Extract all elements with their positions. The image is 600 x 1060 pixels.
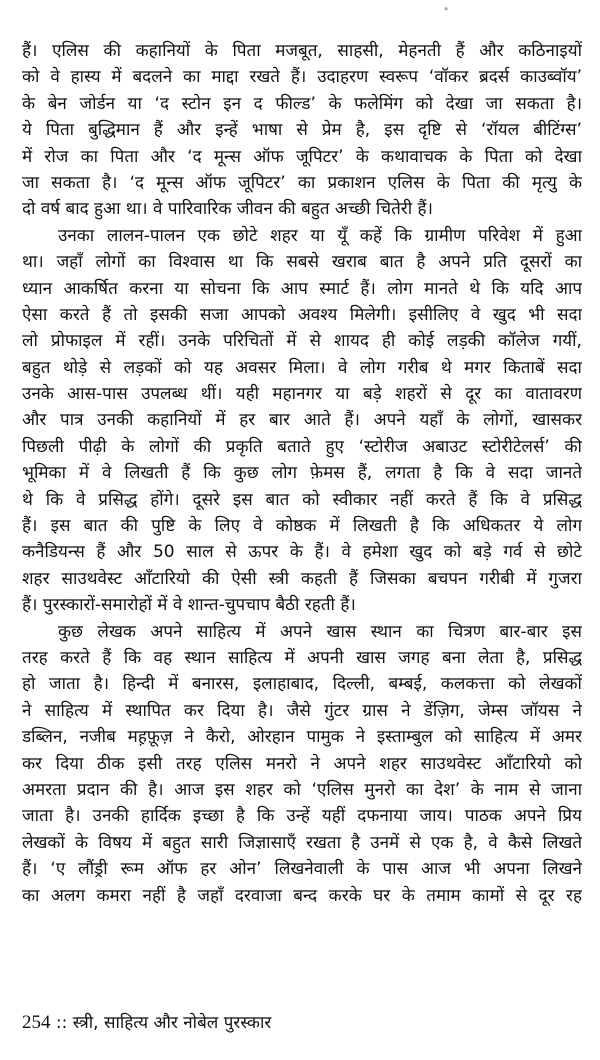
text-line: हैं। पुरस्कारों-समारोहों में वे शान्त-चुपचाप बैठी रहती हैं। bbox=[22, 595, 356, 616]
running-title: स्त्री, साहित्य और नोबेल पुरस्कार bbox=[72, 1013, 272, 1033]
text-line: कर दिया ठीक इसी तरह एलिस मनरो ने अपने शहर साउथवेस्ट ऑंटारियो को bbox=[22, 753, 582, 774]
page-number: 254 bbox=[22, 1012, 51, 1033]
text-line: के बेन जोर्डन या ‘द स्टोन इन द फील्ड’ के फलेमिंग को देखा जा सकता है। bbox=[22, 93, 582, 114]
text-line: को वे हास्य में बदलने का माद्दा रखते हैं। उदाहरण स्वरूप ‘वॉकर ब्रदर्स काउब्वॉय’ bbox=[22, 67, 582, 88]
text-line: भूमिका में वे लिखती हैं कि कुछ लोग फ़ेमस हैं, लगता है कि वे सदा जानते bbox=[22, 463, 582, 484]
text-line: पिछली पीढ़ी के लोगों की प्रकृति बताते हुए ‘स्टोरीज अबाउट स्टोरीटेलर्स’ की bbox=[22, 436, 582, 457]
text-line: तरह करते हैं कि वह स्थान साहित्य में अपनी खास जगह बना लेता है, प्रसिद्ध bbox=[22, 647, 582, 668]
text-line: बहुत थोड़े से लड़कों को यह अवसर मिला। वे लोग गरीब थे मगर किताबें सदा bbox=[22, 357, 582, 378]
text-line: हो जाता है। हिन्दी में बनारस, इलाहाबाद, दिल्ली, बम्बई, कलकत्ता को लेखकों bbox=[22, 674, 582, 695]
text-line: ऐसा करते हैं तो इसकी सजा आपको अवश्य मिलेगी। इसीलिए वे खुद भी सदा bbox=[22, 304, 582, 325]
text-line: लो प्रोफाइल में रहीं। उनके परिचितों में से शायद ही कोई लड़की कॉलेज गयीं, bbox=[22, 331, 582, 352]
page-footer bbox=[22, 1012, 271, 1034]
text-line: कनैडियन्स हैं और 50 साल से ऊपर के हैं। वे हमेशा खुद को बड़े गर्व से छोटे bbox=[22, 542, 582, 563]
footer-separator: :: bbox=[50, 1013, 73, 1033]
text-line: ये पिता बुद्धिमान हैं और इन्हें भाषा से प्रेम है, इस दृष्टि से ‘रॉयल बीटिंग्स’ bbox=[22, 120, 582, 141]
text-line: में रोज का पिता और ‘द मून्स ऑफ जूपिटर’ के कथावाचक के पिता को देखा bbox=[22, 146, 582, 167]
text-line: उनका लालन-पालन एक छोटे शहर या यूँ कहें कि ग्रामीण परिवेश में हुआ bbox=[58, 225, 582, 246]
text-line: था। जहाँ लोगों का विश्वास था कि सबसे खराब बात है अपने प्रति दूसरों का bbox=[22, 252, 582, 273]
text-line: लेखकों के विषय में बहुत सारी जिज्ञासाएँ रखता है उनमें से एक है, वे कैसे लिखते bbox=[22, 832, 582, 853]
body-text bbox=[22, 38, 582, 909]
text-line: अमरता प्रदान की है। आज इस शहर को ‘एलिस मुनरो का देश’ के नाम से जाना bbox=[22, 779, 582, 800]
text-line: ध्यान आकर्षित करना या सोचना कि आप स्मार्ट हैं। लोग मानते थे कि यदि आप bbox=[22, 278, 582, 299]
text-line: जा सकता है। ‘द मून्स ऑफ जूपिटर’ का प्रकाशन एलिस के पिता की मृत्यु के bbox=[22, 172, 582, 193]
text-line: जाता है। उनकी हार्दिक इच्छा है कि उन्हें यहीं दफनाया जाय। पाठक अपने प्रिय bbox=[22, 806, 582, 827]
text-line: हैं। एलिस की कहानियों के पिता मजबूत, साहसी, मेहनती हैं और कठिनाइयों bbox=[22, 41, 582, 61]
text-line: उनके आस-पास उपलब्ध थीं। यही महानगर या बड़े शहरों से दूर का वातावरण bbox=[22, 384, 582, 405]
text-line: दो वर्ष बाद हुआ था। वे पारिवारिक जीवन की बहुत अच्छी चितेरी हैं। bbox=[22, 199, 433, 220]
text-line: का अलग कमरा नहीं है जहाँ दरवाजा बन्द करके घर के तमाम कामों से दूर रह bbox=[22, 885, 582, 906]
text-line: थे कि वे प्रसिद्ध होंगे। दूसरे इस बात को स्वीकार नहीं करते हैं कि वे प्रसिद्ध bbox=[22, 489, 582, 510]
text-line: हैं। इस बात की पुष्टि के लिए वे कोष्ठक में लिखती है कि अधिकतर ये लोग bbox=[22, 516, 582, 537]
text-line: कुछ लेखक अपने साहित्य में अपने खास स्थान का चित्रण बार-बार इस bbox=[58, 621, 582, 642]
top-edge-mark: ॰ bbox=[444, 5, 449, 16]
text-line: और पात्र उनकी कहानियों में हर बार आते हैं। अपने यहाँ के लोगों, खासकर bbox=[22, 410, 582, 431]
text-line: हैं। ‘ए लौंड्री रूम ऑफ हर ओन’ लिखनेवाली के पास आज भी अपना लिखने bbox=[22, 859, 582, 880]
text-line: ने साहित्य में स्थापित कर दिया है। जैसे गुंटर ग्रास ने डेंज़िग, जेम्स जॉयस ने bbox=[22, 700, 582, 721]
text-line: शहर साउथवेस्ट ऑंटारियो की ऐसी स्त्री कहती हैं जिसका बचपन गरीबी में गुजरा bbox=[22, 568, 582, 589]
text-line: डब्लिन, नजीब मह़फ़ूज़ ने कैरो, ओरहान पामुक ने इस्ताम्बुल को साहित्य में अमर bbox=[22, 727, 582, 748]
